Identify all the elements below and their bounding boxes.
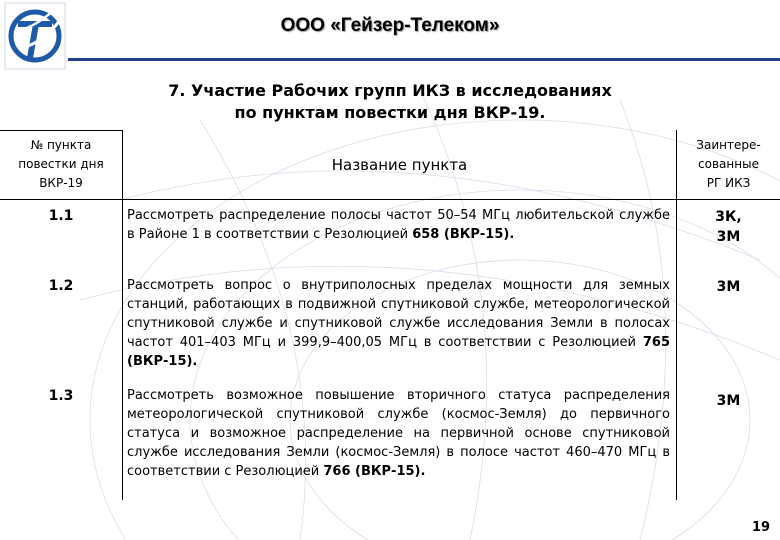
row-2-groups [677,270,780,297]
row-3-group-1: 3М [716,393,741,409]
row-2-number: 1.2 [48,278,74,294]
row-3-resolution: 766 (ВКР-15). [323,464,426,479]
header-interested-line-3: РГ ИКЗ [706,176,751,190]
row-1-description [123,200,676,244]
row-3-description [123,380,676,481]
row-2-description [123,270,676,371]
row-2-resolution: 765 (ВКР-15). [127,335,670,369]
header-number-line-2: повестки дня [18,157,104,171]
agenda-items-table [0,130,780,500]
header-item-name: Название пункта [331,155,468,174]
row-2-text: Рассмотреть вопрос о внутриполосных пределах мощности для земных станций, работающих в подвижной спутниковой службе, метеорологической спутниковой службе и спутниковой службе исследования Земли в полосах частот 401–403 МГц и 399,9–400,05 МГц в соответствии с Резолюцией [127,278,670,350]
header-item-number [0,130,122,199]
page-number: 19 [752,520,771,535]
slide-title [0,80,780,124]
header-interested-line-2: сованные [698,157,759,171]
row-1-text: Рассмотреть распределение полосы частот 50–54 МГц любительской службе в Районе 1 в соответствии с Резолюцией [127,208,670,242]
row-3-number: 1.3 [48,388,74,404]
row-2-group-1: 3М [716,279,741,295]
row-1-group-2: 3М [716,229,741,245]
header-number-line-3: ВКР-19 [39,176,83,190]
row-1-resolution: 658 (ВКР-15). [412,227,515,242]
row-3-groups [677,384,780,411]
row-3-text: Рассмотреть возможное повышение вторичного статуса распределения метеорологической спутниковой службе (космос-Земля) до первичного статуса и возможное распределение на первичной основе спутниковой службе исследования Земли (космос-Земля) в полосе частот 460–470 МГц в соответствии с Резолюцией [127,388,670,479]
row-1-groups [677,200,780,247]
row-1-group-1: 3К, [715,209,742,225]
header-rule [68,58,780,61]
header-interested-groups [677,130,780,199]
header-number-line-1: № пункта [30,138,92,152]
row-1-number: 1.1 [48,208,74,224]
company-name: ООО «Гейзер-Телеком» [280,15,500,36]
header-interested-line-1: Заинтере- [696,138,761,152]
slide-title-line-1: 7. Участие Рабочих групп ИКЗ в исследованиях [168,81,612,100]
slide-title-line-2: по пунктам повестки дня ВКР-19. [234,103,546,122]
